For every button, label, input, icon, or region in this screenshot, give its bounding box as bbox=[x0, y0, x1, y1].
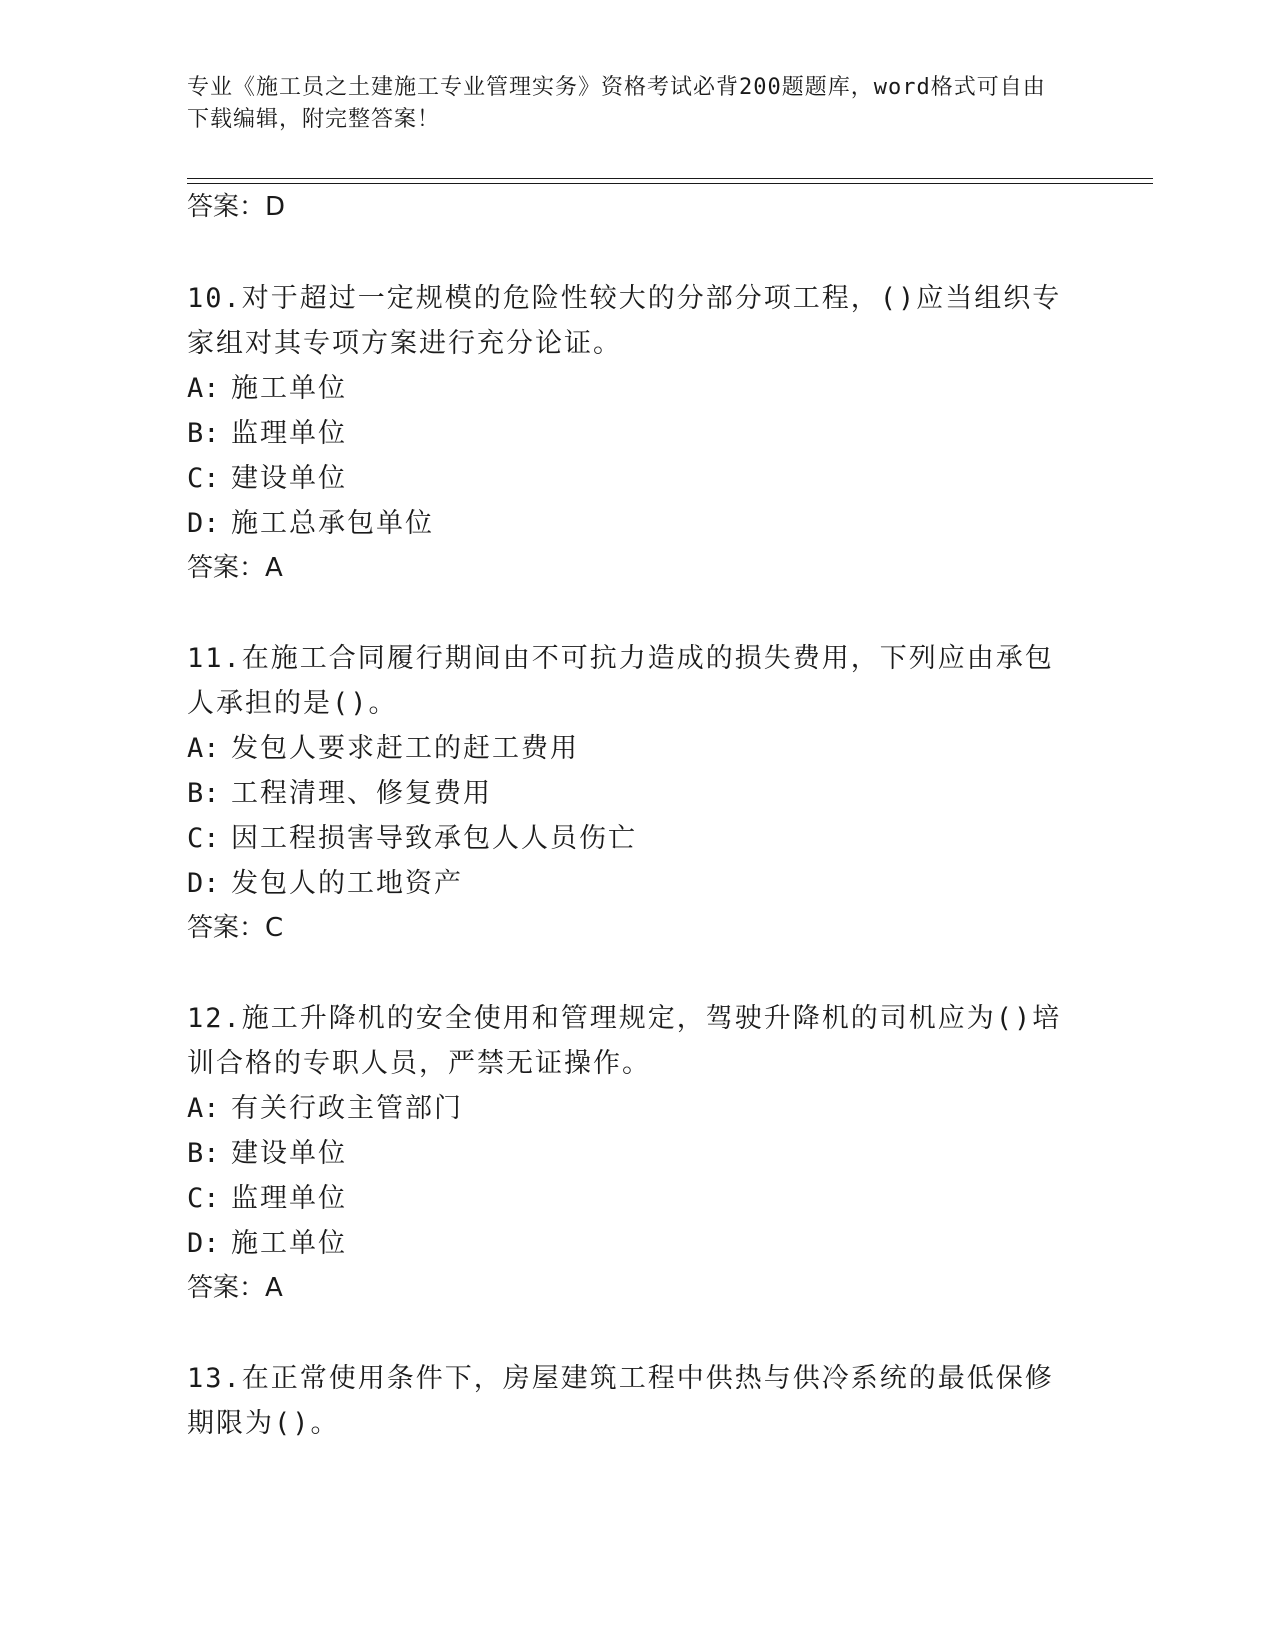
option-text: 建设单位 bbox=[231, 1138, 347, 1169]
option-letter: A: bbox=[187, 373, 220, 404]
option-letter: D: bbox=[187, 868, 220, 899]
option-text: 施工单位 bbox=[231, 1228, 347, 1259]
question-item bbox=[187, 276, 1087, 546]
option-letter: B: bbox=[187, 778, 220, 809]
option-a bbox=[187, 366, 1087, 411]
option-c bbox=[187, 456, 1087, 501]
option-letter: C: bbox=[187, 1183, 220, 1214]
option-letter: D: bbox=[187, 1228, 220, 1259]
question-stem: 11.在施工合同履行期间由不可抗力造成的损失费用，下列应由承包人承担的是()。 bbox=[187, 643, 1054, 719]
option-text: 发包人要求赶工的赶工费用 bbox=[231, 733, 579, 764]
option-letter: A: bbox=[187, 1093, 220, 1124]
option-letter: B: bbox=[187, 1138, 220, 1169]
header-divider-top bbox=[187, 178, 1153, 179]
option-d bbox=[187, 861, 1087, 906]
question-stem: 10.对于超过一定规模的危险性较大的分部分项工程，()应当组织专家组对其专项方案进行充分论证。 bbox=[187, 283, 1062, 359]
option-a bbox=[187, 1086, 1087, 1131]
option-d bbox=[187, 1221, 1087, 1266]
option-c bbox=[187, 816, 1087, 861]
option-text: 施工单位 bbox=[231, 373, 347, 404]
option-text: 建设单位 bbox=[231, 463, 347, 494]
option-a bbox=[187, 726, 1087, 771]
answer-label: 答案：C bbox=[187, 913, 284, 943]
option-letter: C: bbox=[187, 463, 220, 494]
question-item bbox=[187, 1356, 1087, 1446]
option-text: 工程清理、修复费用 bbox=[231, 778, 492, 809]
answer-label: 答案：D bbox=[187, 192, 286, 222]
option-text: 因工程损害导致承包人人员伤亡 bbox=[231, 823, 637, 854]
option-letter: B: bbox=[187, 418, 220, 449]
header-divider-bottom bbox=[187, 183, 1153, 184]
option-text: 施工总承包单位 bbox=[231, 508, 434, 539]
question-item bbox=[187, 636, 1087, 906]
question-item bbox=[187, 996, 1087, 1266]
question-stem: 12.施工升降机的安全使用和管理规定，驾驶升降机的司机应为()培训合格的专职人员，严禁无证操作。 bbox=[187, 1003, 1062, 1079]
option-b bbox=[187, 1131, 1087, 1176]
option-b bbox=[187, 771, 1087, 816]
option-b bbox=[187, 411, 1087, 456]
answer-label: 答案：A bbox=[187, 1273, 283, 1303]
option-text: 有关行政主管部门 bbox=[231, 1093, 463, 1124]
option-c bbox=[187, 1176, 1087, 1221]
document-header: 专业《施工员之土建施工专业管理实务》资格考试必背200题题库，word格式可自由下载编辑，附完整答案！ bbox=[187, 75, 1046, 132]
option-letter: D: bbox=[187, 508, 220, 539]
option-letter: C: bbox=[187, 823, 220, 854]
question-stem: 13.在正常使用条件下，房屋建筑工程中供热与供冷系统的最低保修期限为()。 bbox=[187, 1363, 1054, 1439]
option-text: 监理单位 bbox=[231, 418, 347, 449]
option-text: 监理单位 bbox=[231, 1183, 347, 1214]
answer-label: 答案：A bbox=[187, 553, 283, 583]
option-letter: A: bbox=[187, 733, 220, 764]
option-text: 发包人的工地资产 bbox=[231, 868, 463, 899]
option-d bbox=[187, 501, 1087, 546]
